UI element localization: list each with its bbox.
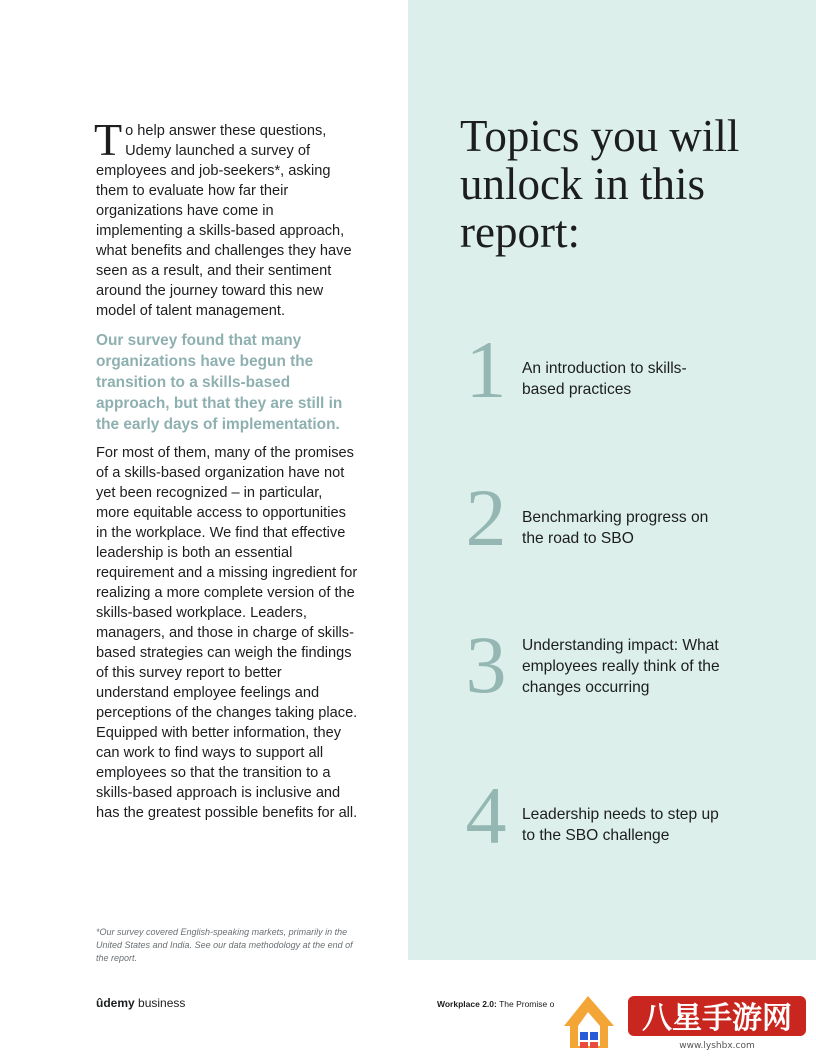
udemy-business-logo: ûdemy business — [96, 996, 186, 1010]
intro-text: o help answer these questions, Udemy launched a survey of employees and job-seekers*, asking them to evaluate how far their organizations have come in implementing a skills-based approach, what benefits and challenges they have seen as a result, and their sentiment around the journey toward this new model of talent management. — [96, 123, 352, 319]
report-footer-title: Workplace 2.0: The Promise o — [437, 999, 555, 1009]
watermark-logo — [556, 986, 810, 1052]
pull-quote: Our survey found that many organizations have begun the transition to a skills-based approach, but that they are still in the early days of implementation. — [96, 332, 343, 433]
left-column — [94, 114, 358, 823]
topics-title: Topics you will unlock in this report: — [460, 111, 740, 257]
topic-item-3 — [456, 619, 796, 710]
body-paragraph: For most of them, many of the promises of a skills-based organization have not yet been recognized – in particular, more equitable access to opportunities in the workplace. We find that effective leadership is both an essential requirement and a missing ingredient for realizing a more complete version of the skills-based workplace. Leaders, managers, and those in charge of skills-based strategies can weigh the findings of this survey report to better understand employee feelings and perceptions of the changes taking place. Equipped with better information, they can work to find ways to support all employees so that the transition to a skills-based approach is inclusive and has the greatest possible benefits for all. — [96, 445, 358, 821]
topic-number: 1 — [465, 324, 507, 415]
topic-item-1 — [456, 324, 796, 415]
topic-text: Leadership needs to step up to the SBO challenge — [522, 806, 719, 844]
topic-text: Understanding impact: What employees really think of the changes occurring — [522, 637, 720, 696]
watermark-icon — [556, 986, 810, 1052]
topic-text: Benchmarking progress on the road to SBO — [522, 509, 709, 547]
intro-paragraph — [94, 114, 358, 321]
drop-cap: T — [94, 114, 123, 165]
topic-item-4 — [456, 770, 796, 861]
topic-number: 4 — [465, 770, 507, 861]
watermark-url: www.lyshbx.com — [679, 1041, 755, 1051]
footnote: *Our survey covered English-speaking markets, primarily in the United States and India. See our data methodology at the end of the report. — [96, 927, 353, 963]
watermark-brand: 八星手游网 — [642, 1001, 792, 1036]
topic-number: 3 — [465, 619, 507, 710]
topic-text: An introduction to skills-based practices — [522, 360, 687, 398]
topic-number: 2 — [465, 472, 507, 563]
topic-item-2 — [456, 472, 796, 563]
